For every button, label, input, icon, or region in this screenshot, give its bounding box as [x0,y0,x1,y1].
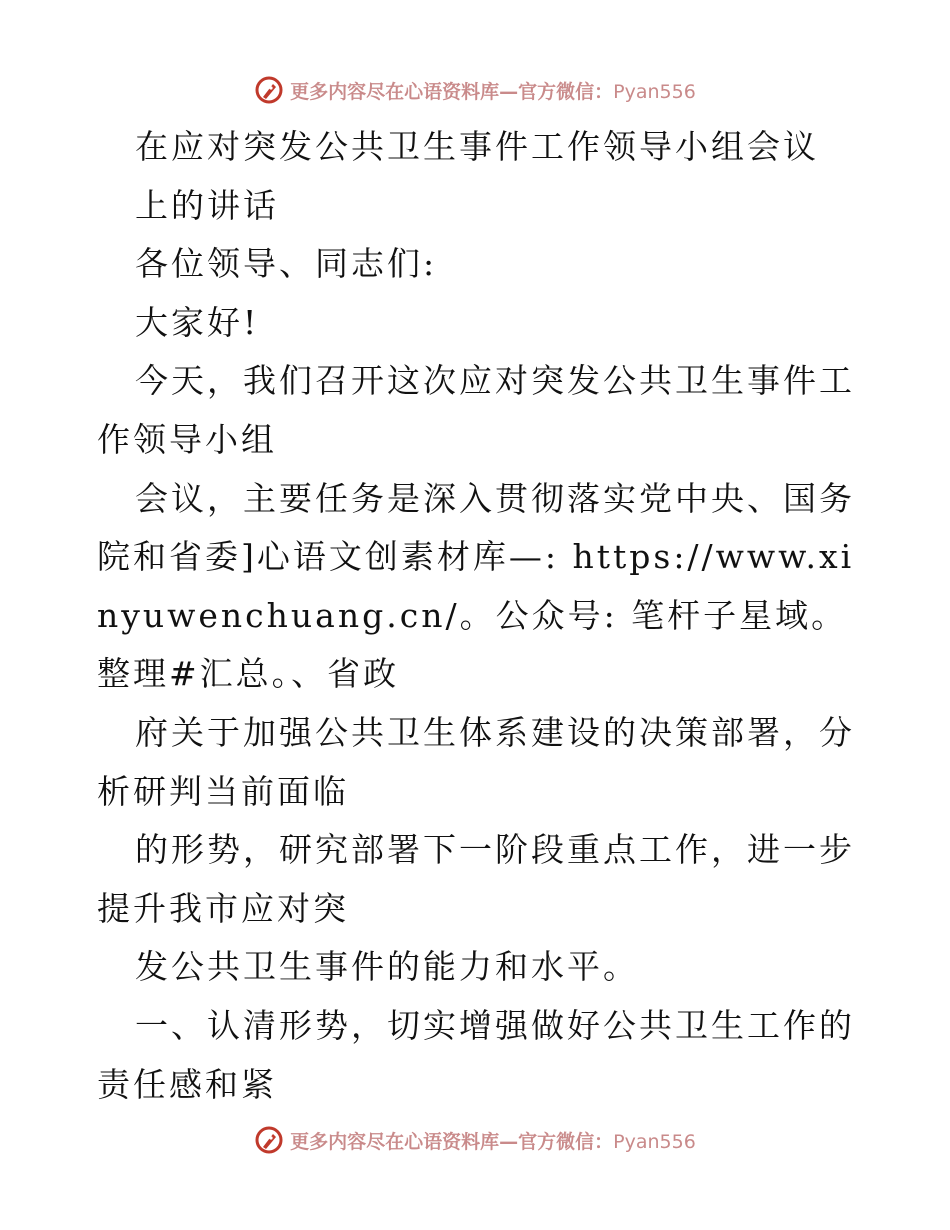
banner-label: 更多内容尽在心语资料库—官方微信： [290,80,614,103]
paragraph-task: 会议，主要任务是深入贯彻落实党中央、国务院和省委]心语文创素材库—: https://www.xinyuwenchuang.cn/。公众号: 笔杆子星域。整理#汇总。、省政 [97,478,855,694]
section-heading-1: 一、认清形势，切实增强做好公共卫生工作的责任感和紧 [97,1005,855,1104]
salutation: 各位领导、同志们: [135,244,438,284]
header-banner [0,73,950,107]
banner-wechat-id: Pyan556 [613,80,696,103]
document-title-line-2: 上的讲话 [135,185,279,225]
paragraph-intro: 今天，我们召开这次应对突发公共卫生事件工作领导小组 [97,361,855,459]
document-title-line-1: 在应对突发公共卫生事件工作领导小组会议 [135,127,819,166]
paragraph-situation: 的形势，研究部署下一阶段重点工作，进一步提升我市应对突 [97,830,855,928]
document-body [97,118,857,1114]
pen-nib-logo-icon [254,75,284,105]
paragraph-deployment: 府关于加强公共卫生体系建设的决策部署，分析研判当前面临 [97,712,855,811]
banner-text [290,1127,696,1154]
paragraph-capability: 发公共卫生事件的能力和水平。 [135,947,639,987]
greeting: 大家好! [135,302,260,342]
footer-banner [0,1123,950,1157]
pen-nib-logo-icon [254,1125,284,1155]
banner-label: 更多内容尽在心语资料库—官方微信： [290,1130,614,1153]
banner-text [290,77,696,104]
banner-wechat-id: Pyan556 [613,1130,696,1153]
